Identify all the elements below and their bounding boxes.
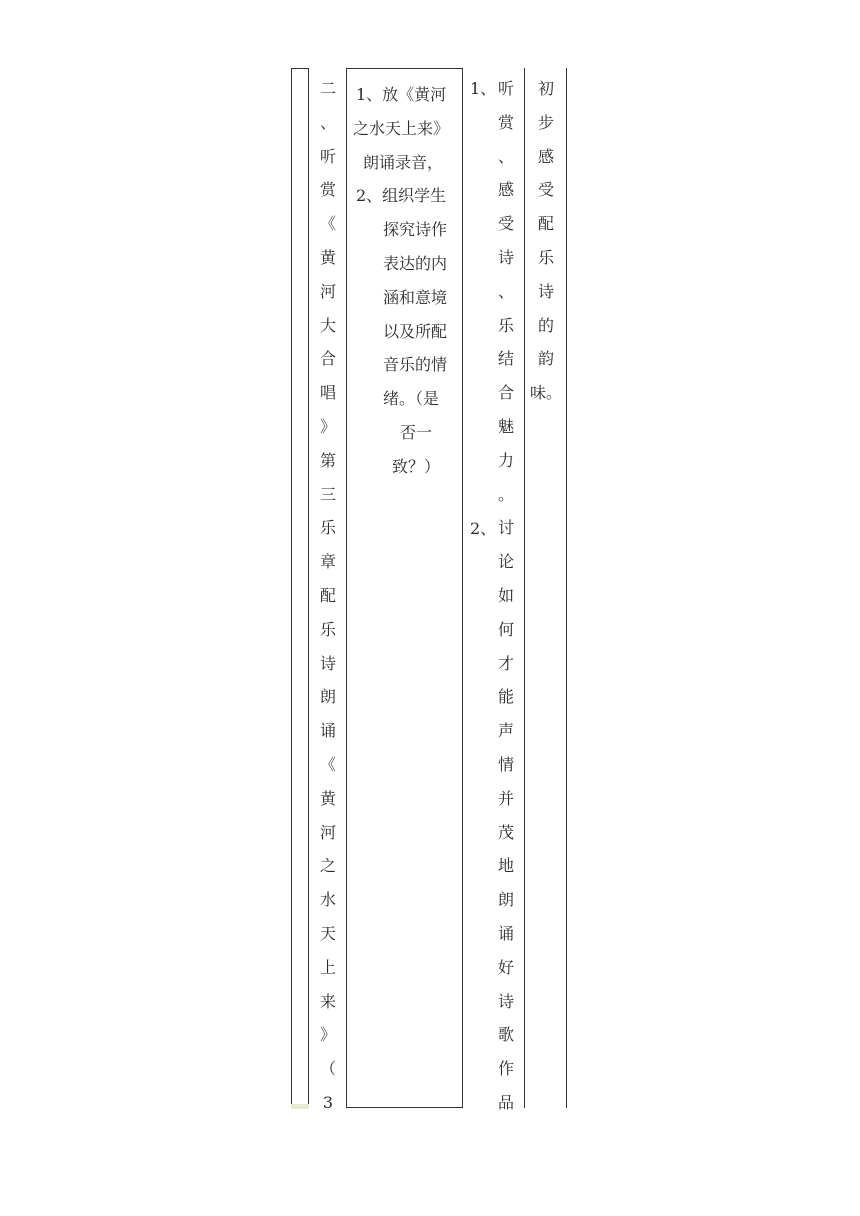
student-activity-char: 地 [497, 856, 514, 876]
section-title-char: 、 [319, 112, 336, 132]
design-intent-char: 的 [537, 315, 554, 335]
student-activity-char: 合 [497, 383, 514, 403]
student-activity-char: 论 [497, 552, 514, 572]
student-activity-char: 感 [497, 180, 514, 200]
design-intent-char: 配 [537, 214, 554, 234]
section-title-char: 黄 [319, 788, 336, 808]
design-intent-char: 味。 [529, 383, 562, 403]
teacher-activity-line-11: 否一 [400, 422, 433, 442]
section-title-char: 朗 [319, 687, 336, 707]
teacher-activity-line-6: 表达的内 [383, 253, 448, 273]
teacher-activity-line-12: 致？） [392, 456, 441, 476]
table-border-col2-bottom [346, 1107, 463, 1108]
section-title-char: 乐 [319, 518, 336, 538]
section-title-char: 大 [319, 315, 336, 335]
design-intent-char: 步 [537, 112, 554, 132]
section-title-char: 》 [319, 416, 336, 436]
teacher-activity-column [350, 78, 462, 484]
student-activity-char: 并 [497, 788, 514, 808]
teacher-activity-line-4: 2、组织学生 [356, 186, 447, 206]
section-title-char: 配 [319, 585, 336, 605]
student-activity-char: 诗 [497, 247, 514, 267]
section-title-char: 唱 [319, 383, 336, 403]
teacher-activity-line-7: 涵和意境 [383, 287, 448, 307]
section-title-column [310, 78, 346, 1126]
design-intent-char: 感 [537, 146, 554, 166]
student-activity-char: 茂 [497, 822, 514, 842]
table-border-left-outer [291, 68, 292, 1108]
student-activity-column [491, 78, 521, 1126]
student-activity-char: 乐 [497, 315, 514, 335]
student-activity-char: 、 [497, 146, 514, 166]
section-title-char: 《 [319, 214, 336, 234]
design-intent-char: 乐 [537, 247, 554, 267]
section-title-char: 来 [319, 991, 336, 1011]
student-activity-char: 。 [497, 484, 514, 504]
student-activity-char: 作 [497, 1059, 514, 1079]
section-title-char: 水 [319, 890, 336, 910]
teacher-activity-line-10: 绪。（是 [383, 389, 440, 409]
section-title-char: 二 [319, 79, 336, 98]
student-activity-char: 何 [497, 619, 514, 639]
table-border-col2-top [346, 68, 463, 69]
table-border-col3-right [524, 68, 525, 1108]
student-activity-char: 力 [497, 450, 514, 470]
table-border-left-inner [308, 68, 309, 1108]
student-activity-char: 讨 [497, 518, 514, 538]
section-title-char: 诗 [319, 653, 336, 673]
design-intent-char: 韵 [537, 349, 554, 369]
teacher-activity-line-8: 以及所配 [383, 321, 448, 341]
student-activity-char: 诗 [497, 991, 514, 1011]
student-activity-char: 结 [497, 349, 514, 369]
student-activity-char: 、 [497, 281, 514, 301]
table-border-col2-right [462, 68, 463, 1108]
teacher-activity-line-1: 1、放《黄河 [356, 85, 447, 104]
teacher-activity-line-5: 探究诗作 [383, 220, 448, 240]
section-title-char: 赏 [319, 180, 336, 200]
section-title-char: 河 [319, 822, 336, 842]
section-title-char: 3 [322, 1092, 334, 1112]
section-title-char: （ [319, 1059, 336, 1079]
design-intent-column [527, 78, 565, 416]
student-activity-char: 情 [497, 754, 514, 774]
table-border-top [291, 68, 309, 69]
design-intent-char: 初 [537, 79, 554, 98]
section-title-char: 》 [319, 1025, 336, 1045]
scan-mark [291, 1104, 309, 1109]
section-title-char: 《 [319, 754, 336, 774]
section-title-char: 之 [319, 856, 336, 876]
section-title-char: 天 [319, 923, 336, 943]
design-intent-char: 受 [537, 180, 554, 200]
section-title-char: 第 [319, 450, 336, 470]
section-title-char: 合 [319, 349, 336, 369]
teacher-activity-line-2: 之水天上来》 [353, 118, 450, 138]
student-activity-number-2: 2、 [470, 519, 497, 538]
teacher-activity-line-3: 朗诵录音， [363, 152, 444, 172]
section-title-char: 上 [319, 957, 336, 977]
table-border-right [566, 68, 567, 1108]
section-title-char: 诵 [319, 721, 336, 741]
teacher-activity-line-9: 音乐的情 [383, 355, 448, 375]
student-activity-char: 赏 [497, 112, 514, 132]
student-activity-char: 诵 [497, 923, 514, 943]
table-border-col2-left [346, 68, 347, 1108]
section-title-char: 三 [319, 484, 336, 504]
section-title-char: 章 [319, 552, 336, 572]
student-activity-char: 好 [497, 957, 514, 977]
student-activity-char: 声 [497, 721, 514, 741]
section-title-char: 听 [319, 146, 336, 166]
student-activity-char: 品 [497, 1092, 514, 1112]
student-activity-number-1: 1、 [470, 79, 497, 98]
student-activity-char: 歌 [497, 1025, 514, 1045]
student-activity-char: 才 [497, 653, 514, 673]
student-activity-char: 受 [497, 214, 514, 234]
student-activity-char: 如 [497, 585, 514, 605]
section-title-char: 乐 [319, 619, 336, 639]
student-activity-char: 魅 [497, 416, 514, 436]
design-intent-char: 诗 [537, 281, 554, 301]
student-activity-char: 能 [497, 687, 514, 707]
section-title-char: 黄 [319, 247, 336, 267]
student-activity-char: 朗 [497, 890, 514, 910]
student-activity-char: 听 [497, 79, 514, 98]
section-title-char: 河 [319, 281, 336, 301]
